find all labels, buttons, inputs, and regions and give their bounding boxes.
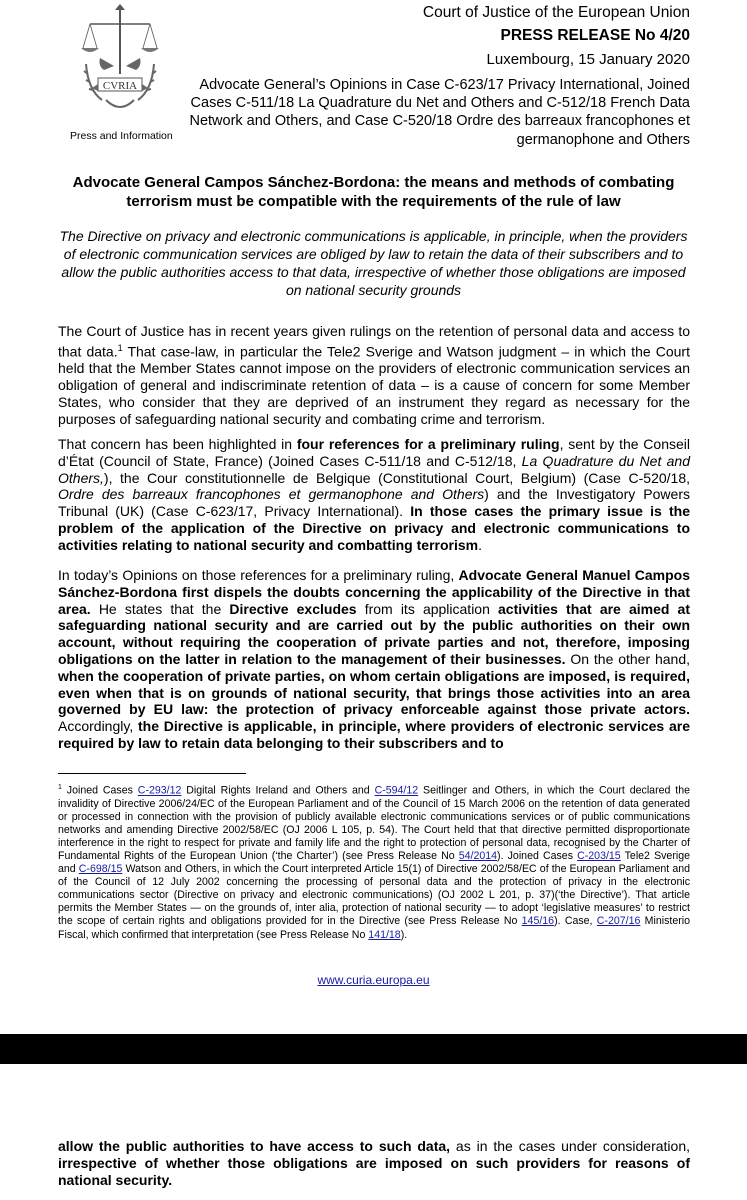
press-release-number: PRESS RELEASE No 4/20 (500, 27, 690, 44)
link-press-release-141-18[interactable]: 141/18 (368, 928, 401, 941)
footnote-ref: 1 (117, 342, 123, 353)
subtitle: The Directive on privacy and electronic communications is applicable, in principle, when the providers of electronic communication services are obliged by law to retain the data of their subscribers and to allow the public authorities access to that data, irrespective of whether those obligations are imposed on national security grounds (59, 228, 688, 298)
link-c-698-15[interactable]: C-698/15 (78, 863, 123, 876)
court-name: Court of Justice of the European Union (422, 4, 690, 21)
paragraph-1: The Court of Justice has in recent years given rulings on the retention of personal data and access to that data.$^1$ That case-law, in particular the Tele2 Sverige and Watson judgment – in which the Court held that the Member States cannot impose on the providers of electronic communication services an obligation of general and indiscriminate retention of data – is a cause of concern for some Member States, who consider that they are deprived of an instrument they regard as necessary for the purposes of safeguarding national security and combating crime and terrorism. (58, 323, 690, 427)
link-c-293-12[interactable]: C-293/12 (137, 784, 182, 797)
page-title: Advocate General Campos Sánchez-Bordona: the means and methods of combating terrorism must be compatible with the requirements of the rule of law (72, 174, 675, 210)
press-info-label: Press and Information (70, 130, 173, 142)
link-c-594-12[interactable]: C-594/12 (374, 784, 419, 797)
link-press-release-54-2014[interactable]: 54/2014 (458, 850, 498, 862)
link-c-203-15[interactable]: C-203/15 (577, 850, 621, 862)
link-c-207-16[interactable]: C-207/16 (596, 915, 641, 928)
footnote: $^1$ Joined Cases C-293/12 Digital Rights Ireland and Others and C-594/12 Seitlinger and Others, in which the Court declared the invalidity of Directive 2006/24/EC of the European Parliament and of the Council of 15 March 2006 on the retention of data generated or processed in connection with the provision of publicly available electronic communications services or of public communications networks and amending Directive 2002/58/EC (OJ 2006 L 105, p. 54). The Court held that that directive permitted disproportionate interference in the right to respect for private and family life and the right to protection of personal data, recognised by the Charter of Fundamental Rights of the European Union (‘the Charter’) (see Press Release No 54/2014). Joined Cases C-203/15 Tele2 Sverige and C-698/15 Watson and Others, in which the Court interpreted Article 15(1) of Directive 2002/58/EC of the European Parliament and of the Council of 12 July 2002 concerning the processing of personal data and the protection of privacy in the electronic communications sector (Directive on privacy and electronic communications) (OJ 2002 L 201, p. 37)(‘the Directive’). That article permits the Member States — on the grounds of, inter alia, protection of national security — to adopt ‘legislative measures’ to restrict the scope of certain rights and obligations provided for in the Directive (see Press Release No 145/16). Case, C-207/16 Ministerio Fiscal, which confirmed that interpretation (see Press Release No 141/18). (58, 784, 690, 941)
curia-website-link[interactable]: www.curia.europa.eu (317, 973, 430, 987)
curia-logo (78, 4, 162, 122)
paragraph-4: allow the public authorities to have access to such data, as in the cases under consideration, irrespective of whether those obligations are imposed on such providers for reasons of national security. (58, 1138, 690, 1188)
link-press-release-145-16[interactable]: 145/16 (521, 915, 555, 928)
page-break-bar (0, 1034, 747, 1064)
cases-heading: Advocate General’s Opinions in Case C-623/17 Privacy International, Joined Cases C-511/18 La Quadrature du Net and Others and C-512/18 French Data Network and Others, and Case C-520/18 Ordre des barreaux francophones et germanophone and Others (189, 77, 690, 148)
paragraph-3: In today’s Opinions on those references for a preliminary ruling, Advocate General Manuel Campos Sánchez-Bordona first dispels the doubts concerning the applicability of the Directive in that area. He states that the Directive excludes from its application activities that are aimed at safeguarding national security and are carried out by the public authorities on their own account, without requiring the cooperation of private parties and not, therefore, imposing obligations on the latter in relation to the management of their businesses. On the other hand, when the cooperation of private parties, on whom certain obligations are imposed, is required, even when that is on grounds of national security, that brings those activities into an area governed by EU law: the protection of privacy enforceable against those private actors. Accordingly, the Directive is applicable, in principle, where providers of electronic services are required by law to retain data belonging to their subscribers and to (58, 567, 690, 751)
paragraph-2: That concern has been highlighted in four references for a preliminary ruling, sent by the Conseil d’État (Council of State, France) (Joined Cases C-511/18 and C-512/18, La Quadrature du Net and Others,), the Cour constitutionnelle de Belgique (Constitutional Court, Belgium) (Case C-520/18, Ordre des barreaux francophones et germanophone and Others) and the Investigatory Powers Tribunal (UK) (Case C-623/17, Privacy International). In those cases the primary issue is the problem of the application of the Directive on privacy and electronic communications to activities relating to national security and combatting terrorism. (58, 436, 690, 553)
release-date: Luxembourg, 15 January 2020 (486, 51, 690, 68)
footer (0, 973, 747, 987)
footnote-divider (58, 773, 246, 774)
logo-text: CVRIA (102, 80, 138, 92)
